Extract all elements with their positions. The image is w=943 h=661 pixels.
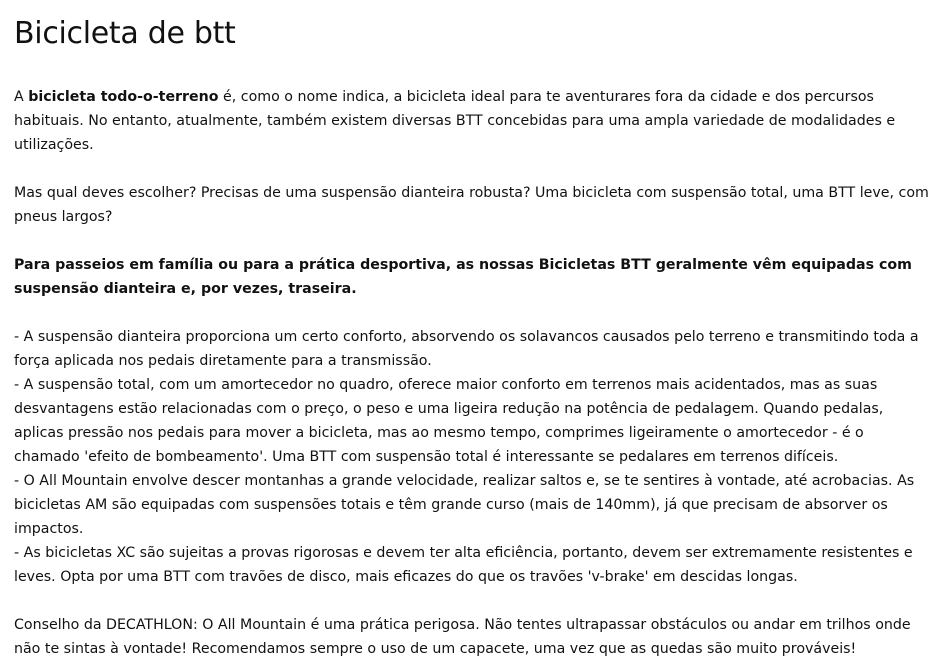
- page-title: Bicicleta de btt: [14, 16, 236, 51]
- question-paragraph: Mas qual deves escolher? Precisas de uma suspensão dianteira robusta? Uma bicicleta com suspensão total, uma BTT leve, com pneus largos?: [14, 185, 929, 225]
- intro-prefix: A: [14, 89, 29, 105]
- advice-paragraph: Conselho da DECATHLON: O All Mountain é uma prática perigosa. Não tentes ultrapassar obstáculos ou andar em trilhos onde não te sintas à vontade! Recomendamos sempre o uso de um capacete, uma vez que as quedas são muito prováveis!: [14, 617, 911, 657]
- highlight-paragraph: Para passeios em família ou para a prática desportiva, as nossas Bicicletas BTT geralmente vêm equipadas com suspensão dianteira e, por vezes, traseira.: [14, 257, 912, 297]
- bullet-xc: - As bicicletas XC são sujeitas a provas rigorosas e devem ter alta eficiência, portanto, devem ser extremamente resistentes e leves. Opta por uma BTT com travões de disco, mais eficazes do que os travões 'v-brake' em descidas longas.: [14, 545, 913, 585]
- intro-rest: é, como o nome indica, a bicicleta ideal para te aventurares fora da cidade e dos percursos habituais. No entanto, atualmente, também existem diversas BTT concebidas para uma ampla variedade de modalidades e utilizações.: [14, 89, 896, 153]
- bullet-front-suspension: - A suspensão dianteira proporciona um certo conforto, absorvendo os solavancos causados pelo terreno e transmitindo toda a força aplicada nos pedais diretamente para a transmissão.: [14, 329, 919, 369]
- bullet-all-mountain: - O All Mountain envolve descer montanhas a grande velocidade, realizar saltos e, se te sentires à vontade, até acrobacias. As bicicletas AM são equipadas com suspensões totais e têm grande curso (mais de 140mm), já que precisam de absorver os impactos.: [14, 473, 915, 537]
- intro-paragraph: [14, 85, 929, 157]
- bullet-full-suspension: - A suspensão total, com um amortecedor no quadro, oferece maior conforto em terrenos mais acidentados, mas as suas desvantagens estão relacionadas com o preço, o peso e uma ligeira redução na potência de pedalagem. Quando pedalas, aplicas pressão nos pedais para mover a bicicleta, mas ao mesmo tempo, comprimes ligeiramente o amortecedor - é o chamado 'efeito de bombeamento'. Uma BTT com suspensão total é interessante se pedalares em terrenos difíceis.: [14, 377, 884, 465]
- bullet-list: [14, 325, 929, 589]
- intro-bold-term: bicicleta todo-o-terreno: [28, 89, 219, 105]
